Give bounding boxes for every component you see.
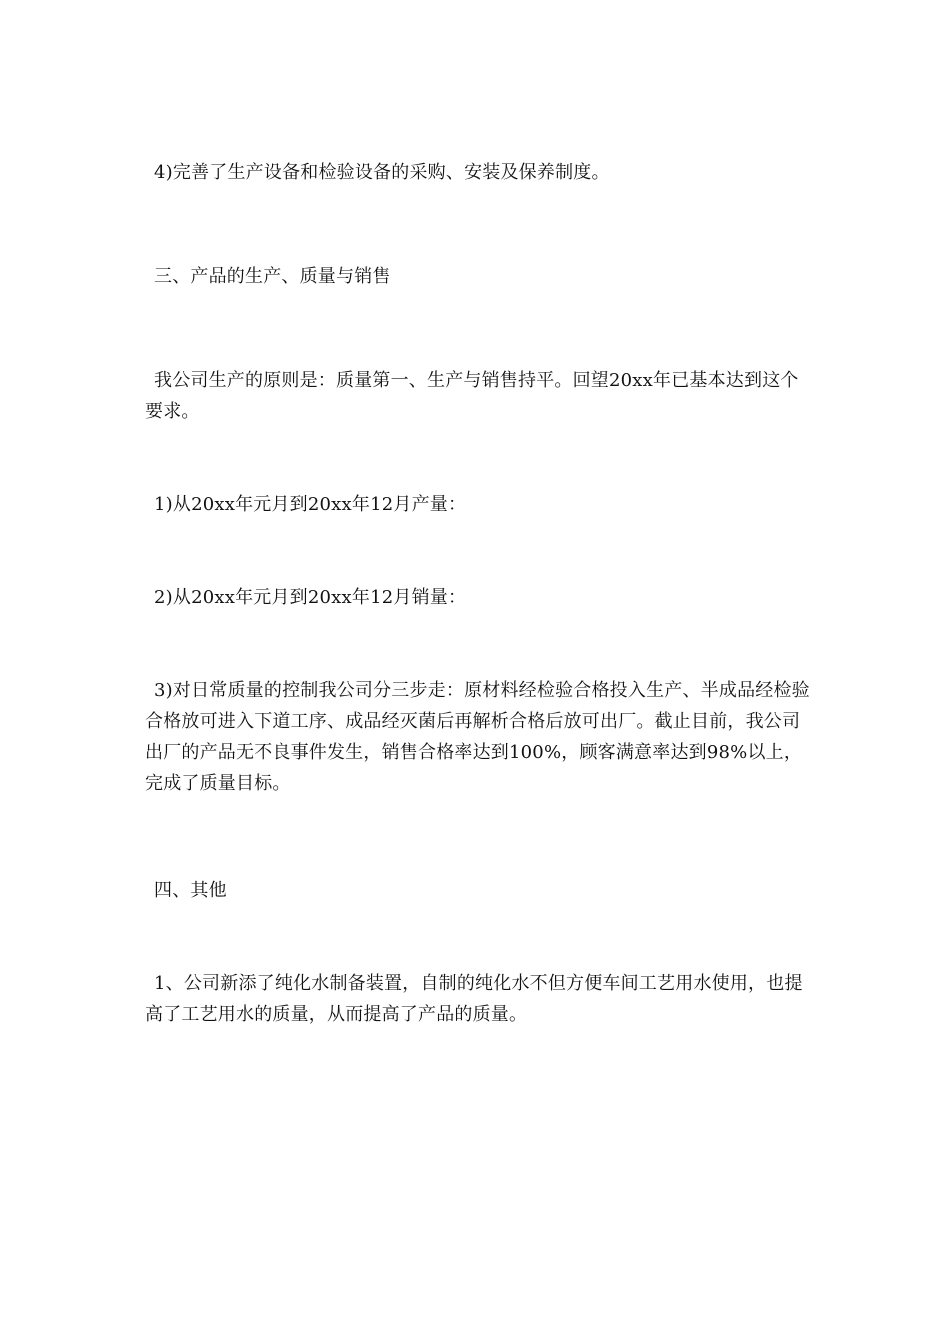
document-body [145, 157, 810, 1030]
section-heading-other: 四、其他 [154, 880, 227, 901]
paragraph-purified-water: 1、公司新添了纯化水制备装置，自制的纯化水不但方便车间工艺用水使用，也提高了工艺用水的质量，从而提高了产品的质量。 [145, 973, 803, 1025]
paragraph-sales-volume: 2)从20xx年元月到20xx年12月销量： [154, 587, 467, 608]
paragraph-production-principle: 我公司生产的原则是：质量第一、生产与销售持平。回望20xx年已基本达到这个要求。 [145, 370, 799, 422]
paragraph-quality-control: 3)对日常质量的控制我公司分三步走：原材料经检验合格投入生产、半成品经检验合格放可进入下道工序、成品经灭菌后再解析合格后放可出厂。截止目前，我公司出厂的产品无不良事件发生，销售合格率达到100%，顾客满意率达到98%以上，完成了质量目标。 [145, 680, 810, 794]
section-heading-production-quality-sales: 三、产品的生产、质量与销售 [154, 266, 391, 287]
paragraph-equipment-procurement: 4)完善了生产设备和检验设备的采购、安装及保养制度。 [154, 162, 610, 183]
paragraph-output-volume: 1)从20xx年元月到20xx年12月产量： [154, 494, 467, 515]
